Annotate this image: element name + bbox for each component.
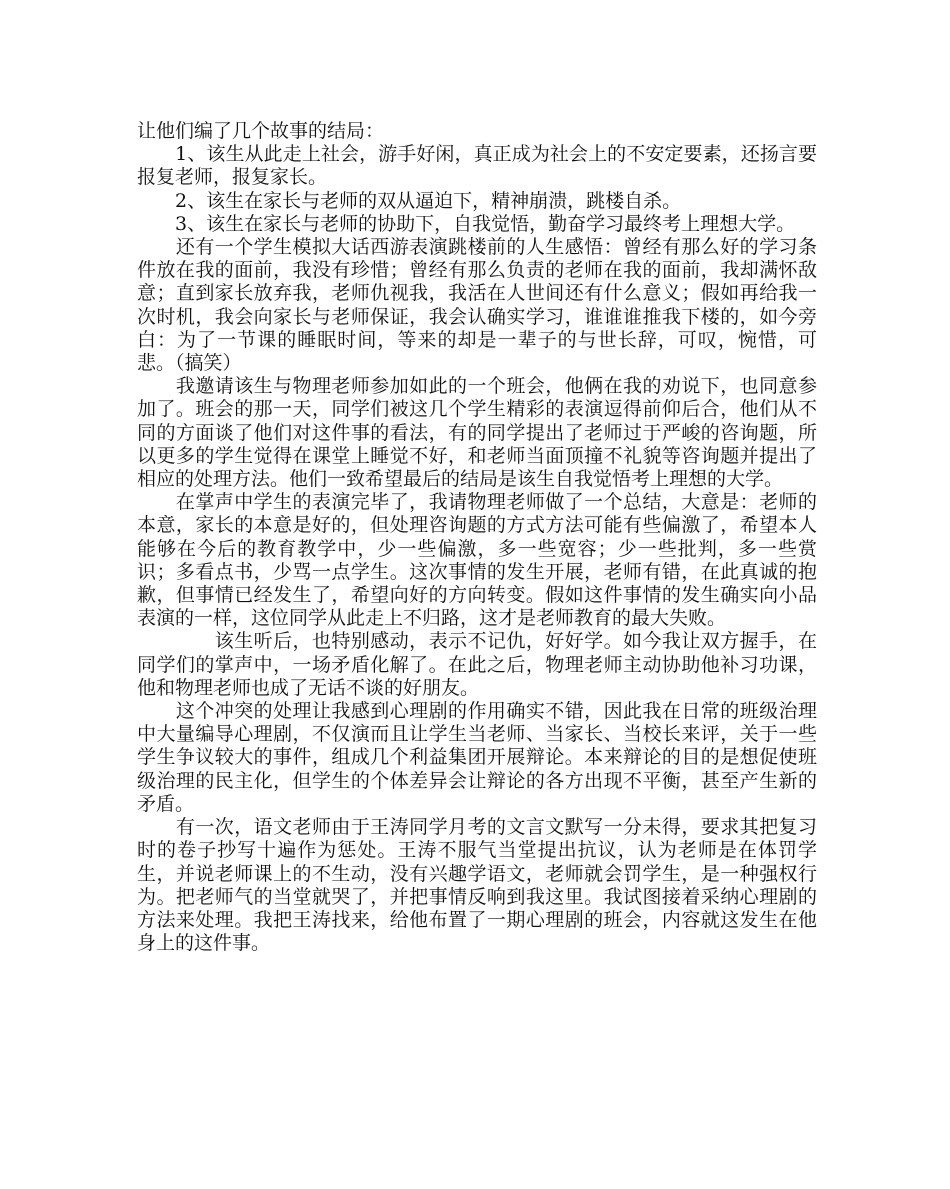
paragraph-teacher-summary: 在掌声中学生的表演完毕了，我请物理老师做了一个总结，大意是：老师的本意，家长的本意是好的，但处理咨询题的方式方法可能有些偏激了，希望本人能够在今后的教育教学中，少一些偏激，多一些宽容；少一些批判，多一些赏识；多看点书，少骂一点学生。这次事情的发生开展，老师有错，在此真诚的抱歉，但事情已经发生了，希望向好的方向转变。假如这件事情的发生确实向小品表演的一样，这位同学从此走上不归路，这才是老师教育的最大失败。: [137, 491, 817, 630]
document-body: [137, 120, 817, 955]
paragraph-class-meeting: 我邀请该生与物理老师参加如此的一个班会，他俩在我的劝说下，也同意参加了。班会的那一天，同学们被这几个学生精彩的表演逗得前仰后合，他们从不同的方面谈了他们对这件事的看法，有的同学提出了老师过于严峻的咨询题，所以更多的学生觉得在课堂上睡觉不好，和老师当面顶撞不礼貌等咨询题并提出了相应的处理方法。他们一致希望最后的结局是该生自我觉悟考上理想的大学。: [137, 375, 817, 491]
paragraph-reconciliation: 该生听后，也特别感动，表示不记仇，好好学。如今我让双方握手，在同学们的掌声中，一场矛盾化解了。在此之后，物理老师主动协助他补习功课，他和物理老师也成了无话不谈的好朋友。: [137, 630, 817, 699]
paragraph-ending-3: 3、该生在家长与老师的协助下，自我觉悟，勤奋学习最终考上理想大学。: [137, 212, 796, 235]
paragraph-new-case: 有一次，语文老师由于王涛同学月考的文言文默写一分未得，要求其把复习时的卷子抄写十遍作为惩处。王涛不服气当堂提出抗议，认为老师是在体罚学生，并说老师课上的不生动，没有兴趣学语文，老师就会罚学生，是一种强权行为。把老师气的当堂就哭了，并把事情反响到我这里。我试图接着采纳心理剧的方法来处理。我把王涛找来，给他布置了一期心理剧的班会，内容就这发生在他身上的这件事。: [137, 816, 817, 955]
paragraph-intro: 让他们编了几个故事的结局：: [137, 120, 385, 142]
paragraph-reflection: 这个冲突的处理让我感到心理剧的作用确实不错，因此我在日常的班级治理中大量编导心理剧，不仅演而且让学生当老师、当家长、当校长来评，关于一些学生争议较大的事件，组成几个利益集团开展辩论。本来辩论的目的是想促使班级治理的民主化，但学生的个体差异会让辩论的各方出现不平衡，甚至产生新的矛盾。: [137, 700, 817, 815]
paragraph-ending-1: 1、该生从此走上社会，游手好闲，真正成为社会上的不安定要素，还扬言要报复老师，报复家长。: [137, 143, 817, 189]
paragraph-parody: 还有一个学生模拟大话西游表演跳楼前的人生感悟：曾经有那么好的学习条件放在我的面前，我没有珍惜；曾经有那么负责的老师在我的面前，我却满怀敌意；直到家长放弃我，老师仇视我，我活在人世间还有什么意义；假如再给我一次时机，我会向家长与老师保证，我会认确实学习，谁谁谁推我下楼的，如今旁白：为了一节课的睡眠时间，等来的却是一辈子的与世长辞，可叹，惋惜，可悲。（搞笑）: [137, 236, 817, 375]
paragraph-ending-2: 2、该生在家长与老师的双从逼迫下，精神崩溃，跳楼自杀。: [137, 189, 682, 212]
